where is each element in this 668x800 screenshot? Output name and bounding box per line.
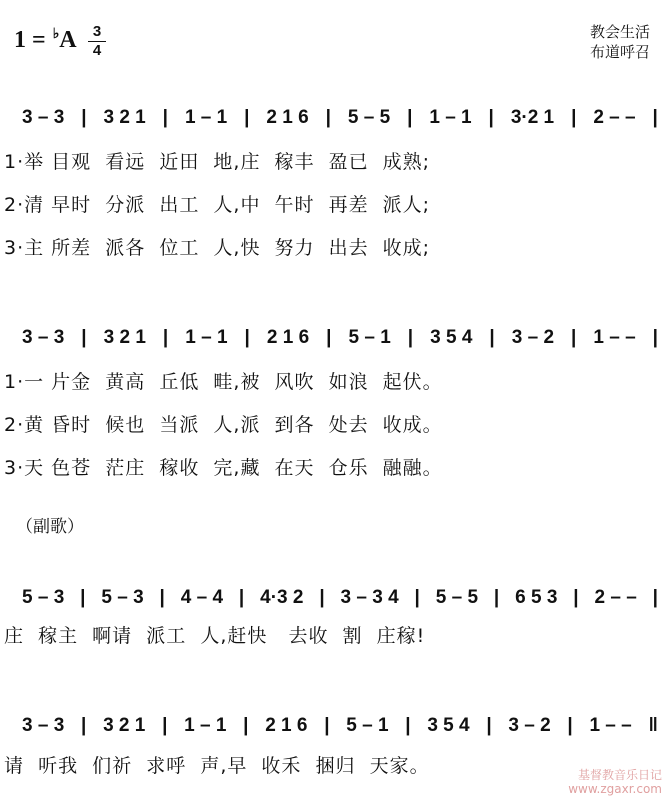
notes-group: 3 – 3 [22, 107, 65, 128]
lyric-verse-2: 2·清 早时 分派 出工 人,中 午时 再差 派人; [4, 194, 431, 216]
barline: | [80, 587, 86, 608]
notes-group: 3 5 4 [427, 715, 470, 736]
notes-group: 2 1 6 [265, 715, 308, 736]
lyric-verse-2: 2·黄 昏时 候也 当派 人,派 到各 处去 收成。 [4, 414, 443, 436]
barline: | [652, 587, 658, 608]
barline: | [325, 107, 331, 128]
credits [590, 22, 650, 62]
meter-bottom: 4 [92, 42, 102, 59]
time-signature [88, 24, 106, 59]
barline: | [488, 107, 494, 128]
barline: | [414, 587, 420, 608]
barline: | [326, 327, 332, 348]
notes-group: 3 – 3 [22, 327, 65, 348]
flat-sign: ♭ [52, 27, 60, 42]
barline: | [81, 327, 87, 348]
lyric-verse-3: 3·主 所差 派各 位工 人,快 努力 出去 收成; [4, 237, 431, 259]
notes-group: 5 – 5 [435, 587, 479, 608]
lyric-verse-1: 1·举 目观 看远 近田 地,庄 稼丰 盈已 成熟; [4, 151, 431, 173]
notes-group: 1 – 1 [184, 107, 228, 128]
barline: | [493, 587, 500, 608]
barline: | [571, 327, 577, 348]
notes-group: 5 – 1 [346, 715, 389, 736]
notes-group: 1 – – [593, 327, 636, 348]
barline: | [567, 715, 573, 736]
barline: | [81, 107, 87, 128]
barline: | [162, 327, 169, 348]
barline: | [652, 107, 658, 128]
key-signature [14, 28, 77, 52]
notes-group: 5 – 1 [348, 327, 391, 348]
notes-group: 4·3 2 [260, 587, 304, 608]
credit-line-1: 教会生活 [589, 23, 650, 41]
barline: | [571, 107, 577, 128]
lyric-verse-1: 1·一 片金 黄高 丘低 畦,被 风吹 如浪 起伏。 [4, 371, 443, 393]
lyric-chorus: 庄 稼主 啊请 派工 人,赶快 去收 割 庄稼! [4, 625, 426, 647]
notes-group: 3 5 4 [430, 327, 473, 348]
barline: | [486, 715, 492, 736]
notes-group: 3 2 1 [103, 327, 146, 348]
notes-group: 2 – – [593, 107, 636, 128]
notes-group: 1 – 1 [184, 715, 227, 736]
barline: | [162, 107, 168, 128]
notes-group: 1 – – [589, 715, 632, 736]
notation-line [22, 578, 658, 618]
notation-line [22, 98, 658, 138]
barline: | [159, 587, 165, 608]
notes-group: 3·2 1 [510, 107, 555, 128]
barline: | [407, 107, 413, 128]
barline: | [489, 327, 495, 348]
lyric-chorus-end: 请 听我 们祈 求呼 声,早 收禾 捆归 天家。 [4, 755, 430, 777]
barline: | [81, 715, 87, 736]
notation-line [22, 318, 658, 358]
barline: | [319, 587, 325, 608]
notes-group: 3 – 3 [22, 715, 65, 736]
notes-group: 2 1 6 [266, 107, 309, 128]
notes-group: 5 – 3 [22, 587, 65, 608]
meter-top: 3 [92, 23, 102, 40]
notes-group: 1 – 1 [185, 327, 228, 348]
barline: | [243, 715, 249, 736]
watermark-line-2: www.zgaxr.com [568, 782, 662, 796]
notes-group: 3 – 2 [508, 715, 551, 736]
barline: | [244, 327, 250, 348]
barline: | [324, 715, 330, 736]
watermark [568, 768, 662, 796]
key-prefix: 1 = [14, 27, 52, 53]
barline: | [652, 327, 658, 348]
notes-group: 2 – – [594, 587, 637, 608]
barline: | [407, 327, 414, 348]
key-note: A [59, 27, 77, 53]
notes-group: 3 2 1 [103, 107, 146, 128]
barline: | [405, 715, 411, 736]
notes-group: 2 1 6 [266, 327, 310, 348]
notes-group: 6 5 3 [515, 587, 558, 608]
chorus-label: （副歌） [16, 517, 84, 537]
notes-group: 3 – 3 4 [340, 587, 399, 608]
notes-group: 5 – 5 [347, 107, 391, 128]
lyric-verse-3: 3·天 色苍 茫庄 稼收 完,藏 在天 仓乐 融融。 [4, 457, 443, 479]
notation-line [22, 706, 658, 746]
notes-group: 3 2 1 [103, 715, 146, 736]
notes-group: 1 – 1 [429, 107, 472, 128]
barline: | [162, 715, 168, 736]
final-barline: ‖ [648, 715, 658, 736]
barline: | [573, 587, 579, 608]
notes-group: 4 – 4 [180, 587, 224, 608]
credit-line-2: 布道呼召 [589, 43, 650, 61]
barline: | [238, 587, 245, 608]
notes-group: 3 – 2 [511, 327, 555, 348]
watermark-line-1: 基督教音乐日记 [577, 768, 662, 782]
notes-group: 5 – 3 [101, 587, 144, 608]
barline: | [244, 107, 250, 128]
